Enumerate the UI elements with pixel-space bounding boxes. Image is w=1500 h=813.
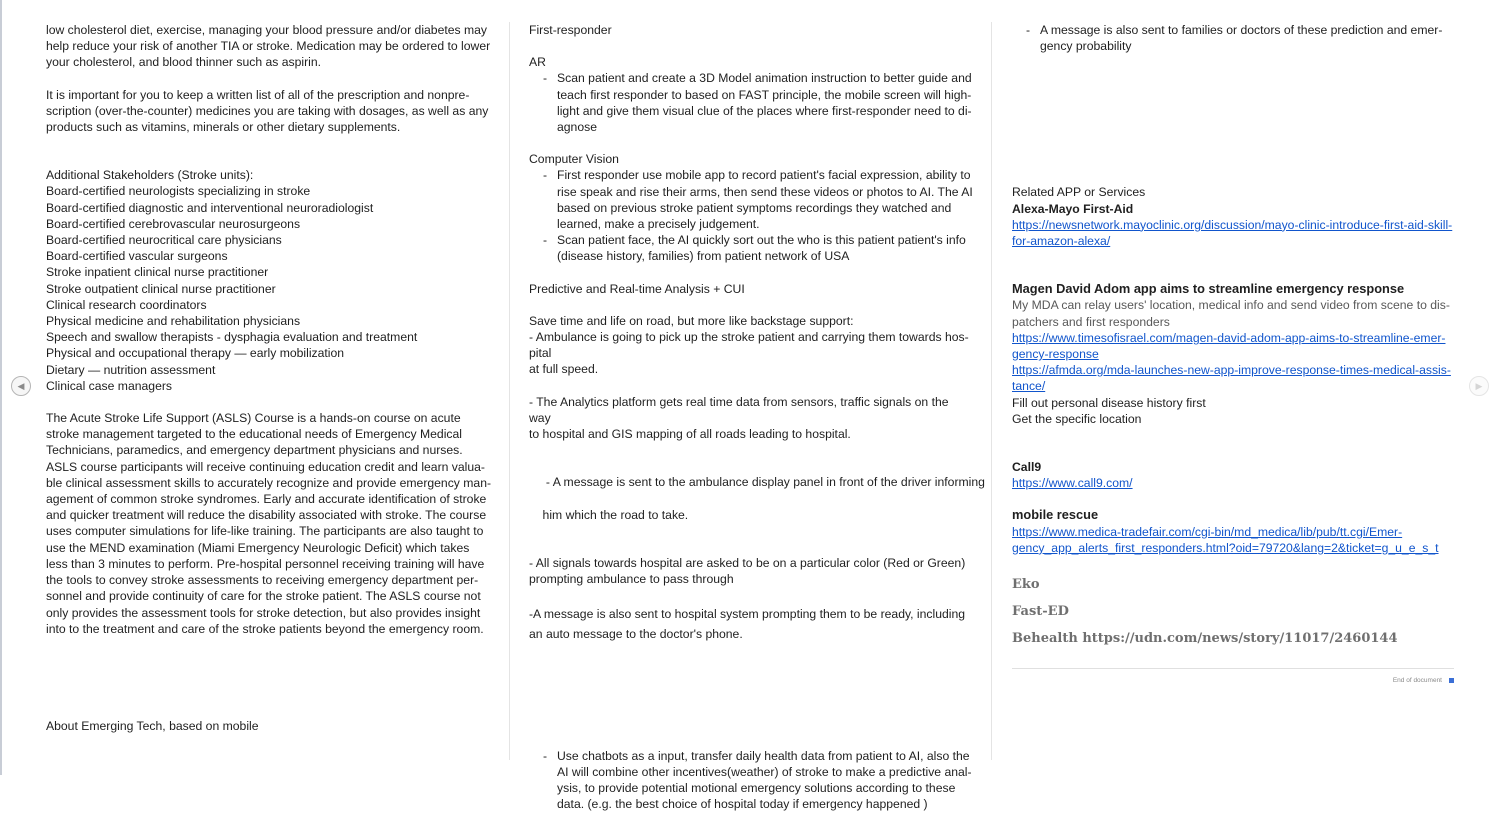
list-item: - A message is also sent to families or doctors of these prediction and emer- gency probability — [1040, 22, 1454, 54]
document-column-2 — [529, 22, 985, 813]
list-item: Board-certified cerebrovascular neurosurgeons — [46, 216, 301, 231]
mda-link-timesofisrael[interactable]: https://www.timesofisrael.com/magen-david-adom-app-aims-to-streamline-emer- gency-response — [1012, 330, 1446, 362]
list-item: Board-certified vascular surgeons — [46, 249, 228, 264]
list-item: Clinical case managers — [46, 378, 172, 393]
column-divider — [509, 22, 510, 760]
document-column-3 — [1012, 22, 1454, 652]
chevron-left-icon: ◀ — [17, 381, 25, 391]
list-item: Dietary — nutrition assessment — [46, 362, 216, 377]
save-time-line: Save time and life on road, but more like backstage support: — [529, 313, 854, 328]
paragraph-hospital-message: -A message is also sent to hospital system prompting them to be ready, including an auto message to the doctor's phone. — [529, 606, 966, 641]
ar-list — [529, 70, 973, 135]
list-item: - Scan patient face, the AI quickly sort out the who is this patient patient's info (disease history, families) from patient network of USA — [557, 232, 973, 264]
document-column-1 — [46, 22, 492, 734]
computer-vision-list — [529, 167, 973, 264]
paragraph-asls-course: The Acute Stroke Life Support (ASLS) Course is a hands-on course on acute stroke management targeted to the educational needs of Emergency Medical Technicians, paramedics, and emergency department physicians and nurses. ASLS course participants will receive continuing education credit and learn valua- ble clinical assessment skills to accurately recognize and provide emergency man- agement of common stroke syndromes. Early and accurate identification of stroke and quicker treatment will reduce the disability associated with stroke. The course uses computer simulations for life-like training. The participants are also taught to use the MEND examination (Miami Emergency Neurologic Deficit) which takes less than 3 minutes to perform. Pre-hospital personnel receiving training will have the tools to convey stroke assessments to receiving emergency department per- sonnel and provide continuity of care for the stroke patient. The ASLS course not only provides the assessment tools for stroke detection, but also provides insight into to the treatment and care of the stroke patients beyond the emergency room. — [46, 411, 492, 636]
stakeholders-title: Additional Stakeholders (Stroke units): — [46, 168, 254, 183]
alexa-mayo-link[interactable]: https://newsnetwork.mayoclinic.org/discussion/mayo-clinic-introduce-first-aid-skill- for-amazon-alexa/ — [1012, 217, 1453, 249]
list-item: Clinical research coordinators — [46, 297, 207, 312]
fill-out-line: Fill out personal disease history first — [1012, 395, 1206, 410]
list-item: Physical medicine and rehabilitation physicians — [46, 314, 301, 329]
paragraph-lifestyle: low cholesterol diet, exercise, managing your blood pressure and/or diabetes may help reduce your risk of another TIA or stroke. Medication may be ordered to lower your cholesterol, and blood thinner such as aspirin. — [46, 23, 491, 70]
mda-link-afmda[interactable]: https://afmda.org/mda-launches-new-app-improve-response-times-medical-assis- tance/ — [1012, 363, 1451, 394]
list-item: Stroke inpatient clinical nurse practitioner — [46, 265, 269, 280]
alexa-mayo-title: Alexa-Mayo First-Aid — [1012, 201, 1134, 216]
call9-title: Call9 — [1012, 460, 1042, 475]
list-item: - Scan patient and create a 3D Model animation instruction to better guide and teach first responder to based on FAST principle, the mobile screen will high- light and give them visual clue of the places where first-responder need to di- agnose — [557, 70, 973, 135]
chevron-right-icon: ▶ — [1475, 381, 1483, 391]
list-item: - Use chatbots as a input, transfer daily health data from patient to AI, also the AI will combine other incentives(weather) of stroke to make a predictive anal- ysis, to provide potential motional emergency solutions according to these data. (e.g. the best choice of hospital today if emergency happened ) — [557, 748, 973, 813]
list-item: Physical and occupational therapy — early mobilization — [46, 346, 345, 361]
list-item: Speech and swallow therapists - dysphagia evaluation and treatment — [46, 330, 418, 345]
mda-title: Magen David Adom app aims to streamline emergency response — [1012, 281, 1405, 297]
stakeholders-list — [46, 183, 492, 394]
mobile-rescue-title: mobile rescue — [1012, 507, 1099, 523]
eko-title: Eko — [1012, 577, 1040, 593]
mda-description: My MDA can relay users' location, medical info and send video from scene to dis- patchers and first responders — [1012, 298, 1450, 329]
paragraph-analytics: - The Analytics platform gets real time data from sensors, traffic signals on the way to hospital and GIS mapping of all roads leading to hospital. — [529, 394, 949, 442]
paragraph-ambulance: - Ambulance is going to pick up the stroke patient and carrying them towards hos- pital at full speed. — [529, 330, 969, 377]
paragraph-display-panel: - A message is sent to the ambulance display panel in front of the driver informing him which the road to take. — [542, 475, 985, 522]
column-divider — [991, 22, 992, 760]
list-item: Board-certified neurocritical care physicians — [46, 233, 282, 248]
computer-vision-title: Computer Vision — [529, 152, 619, 167]
call9-link[interactable]: https://www.call9.com/ — [1012, 476, 1133, 491]
predictive-title: Predictive and Real-time Analysis + CUI — [529, 281, 745, 296]
next-page-button[interactable] — [1469, 376, 1489, 396]
end-of-document-label: End of document — [1392, 677, 1442, 684]
fast-ed-title: Fast-ED — [1012, 604, 1069, 620]
first-responder-title: First-responder — [529, 23, 612, 37]
paragraph-signals: - All signals towards hospital are asked to be on a particular color (Red or Green) prompting ambulance to pass through — [529, 556, 966, 587]
location-line: Get the specific location — [1012, 411, 1142, 426]
behealth-line: Behealth https://udn.com/news/story/11017/2460144 — [1012, 631, 1398, 647]
end-marker-icon — [1449, 678, 1454, 683]
list-item: - First responder use mobile app to record patient's facial expression, ability to rise speak and rise their arms, then send these videos or photos to AI. The AI based on previous stroke patient symptoms recordings they watched and learned, make a precisely judgement. — [557, 167, 973, 232]
list-item: Stroke outpatient clinical nurse practitioner — [46, 281, 276, 296]
previous-page-button[interactable] — [11, 376, 31, 396]
emerging-tech-title: About Emerging Tech, based on mobile — [46, 718, 259, 733]
related-apps-title: Related APP or Services — [1012, 185, 1146, 200]
chatbot-list — [529, 748, 973, 813]
families-list — [1012, 22, 1454, 54]
list-item: Board-certified neurologists specializing in stroke — [46, 184, 311, 199]
ar-title: AR — [529, 55, 546, 70]
end-of-document — [1012, 668, 1454, 684]
window-edge — [0, 0, 2, 775]
list-item: Board-certified diagnostic and interventional neuroradiologist — [46, 200, 374, 215]
paragraph-medication-list: It is important for you to keep a written list of all of the prescription and nonpre- scription (over-the-counter) medicines you are taking with dosages, as well as any products such as vitamins, minerals or other dietary supplements. — [46, 87, 489, 135]
medica-link[interactable]: https://www.medica-tradefair.com/cgi-bin/md_medica/lib/pub/tt.cgi/Emer- gency_app_alerts_first_responders.html?oid=79720&lang=2&ticket=g_u_e_s_t — [1012, 524, 1439, 555]
